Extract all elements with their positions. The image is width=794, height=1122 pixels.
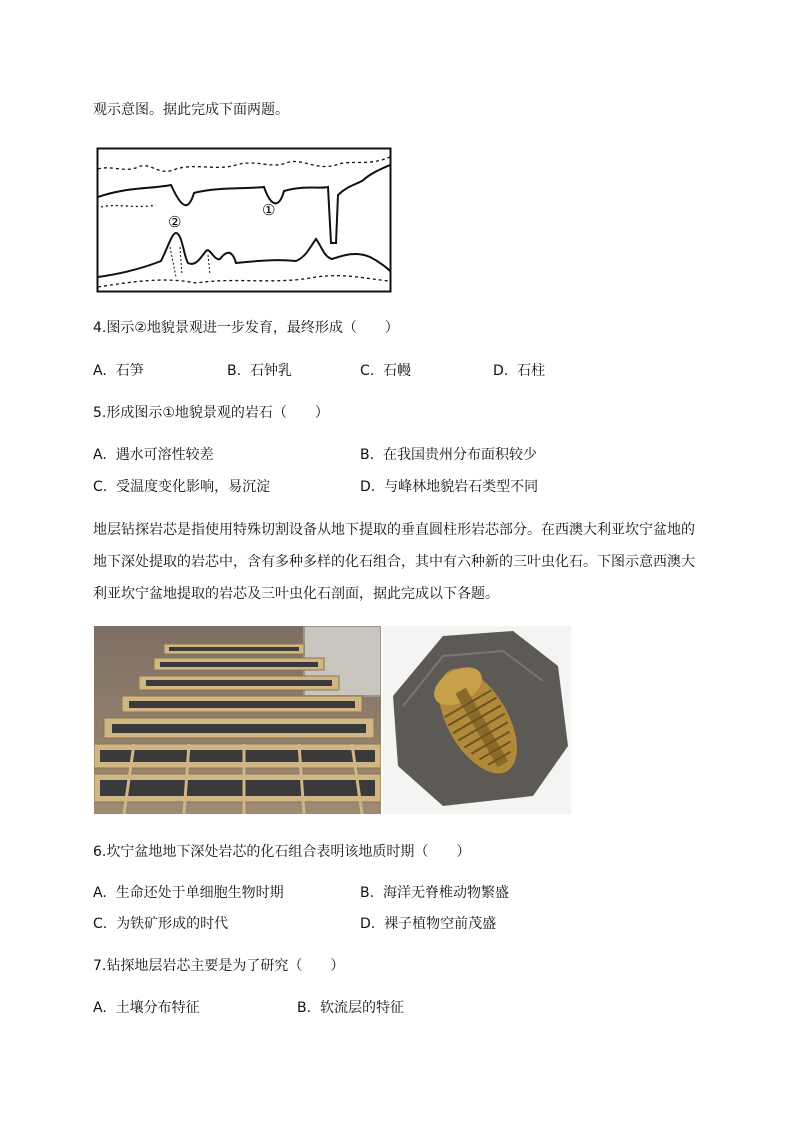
q6-option-a bbox=[93, 883, 284, 903]
passage-line: 利亚坎宁盆地提取的岩芯及三叶虫化石剖面，据此完成以下各题。 bbox=[93, 586, 499, 602]
option-text: 石柱 bbox=[517, 363, 546, 379]
option-key: C. bbox=[93, 479, 108, 495]
cave-diagram bbox=[96, 147, 392, 293]
option-key: B. bbox=[360, 447, 375, 463]
cave-diagram-svg bbox=[96, 147, 392, 293]
option-key: A. bbox=[93, 363, 107, 379]
option-key: B. bbox=[297, 1000, 312, 1016]
diagram-label-1: ① bbox=[262, 201, 276, 219]
q7-option-b bbox=[297, 998, 404, 1018]
option-key: C. bbox=[360, 363, 375, 379]
option-text: 石钟乳 bbox=[249, 363, 292, 379]
intro-text: 观示意图。据此完成下面两题。 bbox=[93, 102, 289, 118]
q4-option-a bbox=[93, 361, 144, 381]
passage-line: 地下深处提取的岩芯中，含有多种多样的化石组合，其中有六种新的三叶虫化石。下图示意西澳大 bbox=[93, 554, 695, 570]
trilobite-illustration bbox=[383, 626, 571, 814]
q6-stem: 6.坎宁盆地地下深处岩芯的化石组合表明该地质时期（ ） bbox=[93, 844, 471, 860]
rock-core-photo bbox=[94, 626, 381, 814]
option-text: 遇水可溶性较差 bbox=[115, 447, 214, 463]
option-key: D. bbox=[360, 479, 376, 495]
option-key: A. bbox=[93, 1000, 107, 1016]
q4-option-b bbox=[227, 361, 292, 381]
option-text: 与峰林地貌岩石类型不同 bbox=[384, 479, 539, 495]
passage bbox=[93, 514, 703, 610]
q5-option-d bbox=[360, 477, 538, 497]
trilobite-fossil-photo bbox=[383, 626, 571, 814]
q5-stem: 5.形成图示①地貌景观的岩石（ ） bbox=[93, 405, 329, 421]
q4-option-c bbox=[360, 361, 411, 381]
option-key: A. bbox=[93, 447, 107, 463]
option-text: 受温度变化影响，易沉淀 bbox=[116, 479, 271, 495]
option-key: B. bbox=[360, 885, 375, 901]
option-text: 在我国贵州分布面积较少 bbox=[382, 447, 537, 463]
option-key: C. bbox=[93, 916, 108, 932]
q5-option-c bbox=[93, 477, 270, 497]
q6-option-c bbox=[93, 914, 228, 934]
q6-option-b bbox=[360, 883, 509, 903]
q4-option-d bbox=[493, 361, 545, 381]
option-key: D. bbox=[360, 916, 376, 932]
option-text: 软流层的特征 bbox=[319, 1000, 404, 1016]
q7-option-a bbox=[93, 998, 200, 1018]
q6-option-d bbox=[360, 914, 496, 934]
q5-option-a bbox=[93, 445, 214, 465]
q7-stem: 7.钻探地层岩芯主要是为了研究（ ） bbox=[93, 958, 345, 974]
q5-option-b bbox=[360, 445, 537, 465]
rock-core-illustration bbox=[94, 626, 381, 814]
option-text: 裸子植物空前茂盛 bbox=[384, 916, 497, 932]
option-key: D. bbox=[493, 363, 509, 379]
option-key: A. bbox=[93, 885, 107, 901]
option-text: 海洋无脊椎动物繁盛 bbox=[382, 885, 509, 901]
option-text: 土壤分布特征 bbox=[115, 1000, 200, 1016]
option-text: 石笋 bbox=[115, 363, 144, 379]
option-text: 生命还处于单细胞生物时期 bbox=[115, 885, 284, 901]
option-text: 石幔 bbox=[383, 363, 412, 379]
option-key: B. bbox=[227, 363, 242, 379]
option-text: 为铁矿形成的时代 bbox=[116, 916, 229, 932]
passage-line: 地层钻探岩芯是指使用特殊切割设备从地下提取的垂直圆柱形岩芯部分。在西澳大利亚坎宁盆地的 bbox=[93, 522, 695, 538]
diagram-label-2: ② bbox=[168, 213, 182, 231]
q4-stem: 4.图示②地貌景观进一步发育，最终形成（ ） bbox=[93, 320, 399, 336]
